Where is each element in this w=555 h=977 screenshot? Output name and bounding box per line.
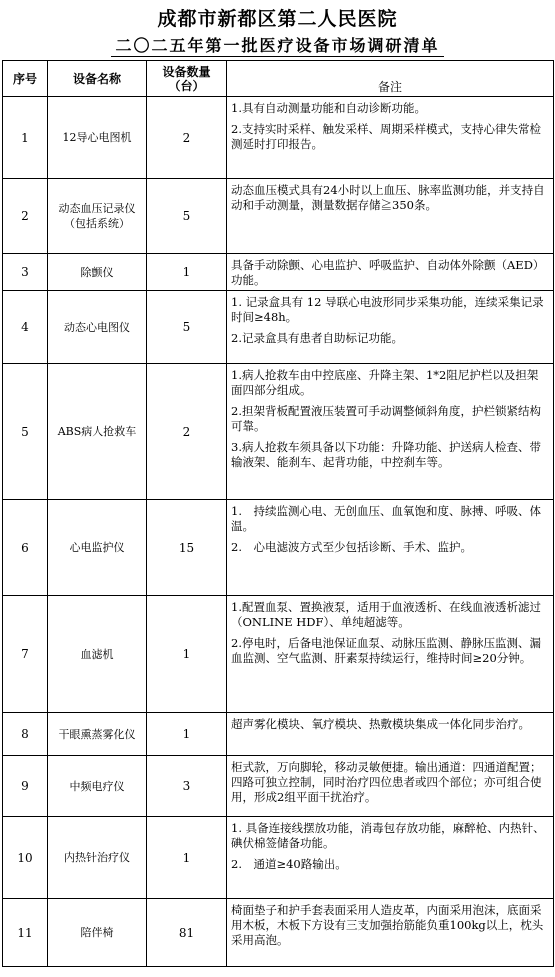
device-quantity: 5 — [147, 179, 227, 254]
row-index: 3 — [3, 254, 48, 291]
device-name: ABS病人抢救车 — [48, 364, 147, 500]
row-index: 9 — [3, 756, 48, 817]
remark-paragraph: 1. 具备连接线摆放功能，消毒包存放功能，麻醉枪、内热针、碘伏棉签储备功能。 — [231, 821, 545, 850]
row-index: 11 — [3, 899, 48, 967]
device-name: 血滤机 — [48, 596, 147, 713]
row-index: 1 — [3, 97, 48, 179]
remark-paragraph: 2.担架背板配置液压装置可手动调整倾斜角度，护栏锁紧结构可靠。 — [231, 404, 541, 433]
device-name: 动态心电图仪 — [48, 291, 147, 364]
device-remarks — [227, 713, 554, 756]
header-index: 序号 — [3, 61, 48, 97]
device-remarks — [227, 364, 554, 500]
device-remarks — [227, 899, 554, 967]
device-quantity: 2 — [147, 97, 227, 179]
row-index: 2 — [3, 179, 48, 254]
device-name: 动态血压记录仪（包括系统） — [48, 179, 147, 254]
table-row — [3, 899, 554, 967]
equipment-table — [2, 60, 554, 967]
device-quantity: 2 — [147, 364, 227, 500]
table-row — [3, 596, 554, 713]
header-name: 设备名称 — [48, 61, 147, 97]
row-index: 7 — [3, 596, 48, 713]
remark-paragraph: 具备手动除颤、心电监护、呼吸监护、自动体外除颤（AED）功能。 — [231, 258, 545, 287]
device-quantity: 1 — [147, 817, 227, 899]
device-name: 心电监护仪 — [48, 500, 147, 596]
device-remarks — [227, 596, 554, 713]
device-quantity: 1 — [147, 713, 227, 756]
header-remarks: 备注 — [227, 61, 554, 97]
remark-paragraph: 椅面垫子和护手套表面采用人造皮革，内面采用泡沫，底面采用木板，木板下方设有三支加强抬筋能负重100kg以上，枕头采用高泡。 — [231, 903, 544, 947]
table-row — [3, 179, 554, 254]
remark-paragraph: 2. 通道≥40路输出。 — [231, 857, 347, 871]
device-name: 中频电疗仪 — [48, 756, 147, 817]
table-row — [3, 713, 554, 756]
row-index: 6 — [3, 500, 48, 596]
device-remarks — [227, 179, 554, 254]
device-remarks — [227, 500, 554, 596]
remark-paragraph: 3.病人抢救车须具备以下功能：升降功能、护送病人检查、带输液架、能刹车、起背功能，中控刹车等。 — [231, 440, 541, 469]
table-row — [3, 291, 554, 364]
table-body — [3, 97, 554, 967]
remark-paragraph: 动态血压模式具有24小时以上血压、脉率监测功能，并支持自动和手动测量，测量数据存储≧350条。 — [231, 183, 545, 212]
device-quantity: 81 — [147, 899, 227, 967]
device-name: 内热针治疗仪 — [48, 817, 147, 899]
device-remarks — [227, 756, 554, 817]
device-quantity: 5 — [147, 291, 227, 364]
remark-paragraph: 1. 持续监测心电、无创血压、血氧饱和度、脉搏、呼吸、体温。 — [231, 504, 541, 533]
device-quantity: 1 — [147, 254, 227, 291]
device-quantity: 3 — [147, 756, 227, 817]
row-index: 10 — [3, 817, 48, 899]
row-index: 5 — [3, 364, 48, 500]
device-name: 12导心电图机 — [48, 97, 147, 179]
device-remarks — [227, 291, 554, 364]
table-header-row — [3, 61, 554, 97]
remark-paragraph: 1.配置血泵、置换液泵，适用于血液透析、在线血液透析滤过（ONLINE HDF）、单纯超滤等。 — [231, 600, 541, 629]
remark-paragraph: 2.停电时，后备电池保证血泵、动脉压监测、静脉压监测、漏血监测、空气监测、肝素泵持续运行，维持时间≥20分钟。 — [231, 636, 541, 665]
hospital-title: 成都市新都区第二人民医院 — [157, 8, 398, 30]
table-row — [3, 364, 554, 500]
device-quantity: 1 — [147, 596, 227, 713]
device-name: 除颤仪 — [48, 254, 147, 291]
row-index: 8 — [3, 713, 48, 756]
remark-paragraph: 1. 记录盒具有 12 导联心电波形同步采集功能，连续采集记录时间≥48h。 — [231, 295, 544, 324]
device-remarks — [227, 97, 554, 179]
remark-paragraph: 柜式款，万向脚轮，移动灵敏便捷。输出通道：四通道配置；四路可独立控制，同时治疗四位患者或四个部位；亦可组合使用，形成2组平面干扰治疗。 — [231, 760, 542, 804]
remark-paragraph: 2.记录盒具有患者自助标记功能。 — [231, 331, 403, 345]
table-row — [3, 254, 554, 291]
table-row — [3, 97, 554, 179]
table-row — [3, 756, 554, 817]
device-remarks — [227, 817, 554, 899]
device-remarks — [227, 254, 554, 291]
table-row — [3, 500, 554, 596]
header-qty: 设备数量（台） — [147, 61, 227, 97]
row-index: 4 — [3, 291, 48, 364]
remark-paragraph: 2.支持实时采样、触发采样、周期采样模式，支持心律失常检测延时打印报告。 — [231, 122, 541, 151]
device-quantity: 15 — [147, 500, 227, 596]
remark-paragraph: 1.具有自动测量功能和自动诊断功能。 — [231, 101, 426, 115]
device-name: 干眼熏蒸雾化仪 — [48, 713, 147, 756]
remark-paragraph: 2. 心电滤波方式至少包括诊断、手术、监护。 — [231, 540, 472, 554]
remark-paragraph: 1.病人抢救车由中控底座、升降主架、1*2阻尼护栏以及担架面四部分组成。 — [231, 368, 539, 397]
document-subtitle — [0, 33, 555, 56]
table-row — [3, 817, 554, 899]
subtitle-text: 二〇二五年第一批医疗设备市场调研清单 — [111, 36, 443, 57]
remark-paragraph: 超声雾化模块、氧疗模块、热敷模块集成一体化同步治疗。 — [231, 717, 530, 731]
device-name: 陪伴椅 — [48, 899, 147, 967]
